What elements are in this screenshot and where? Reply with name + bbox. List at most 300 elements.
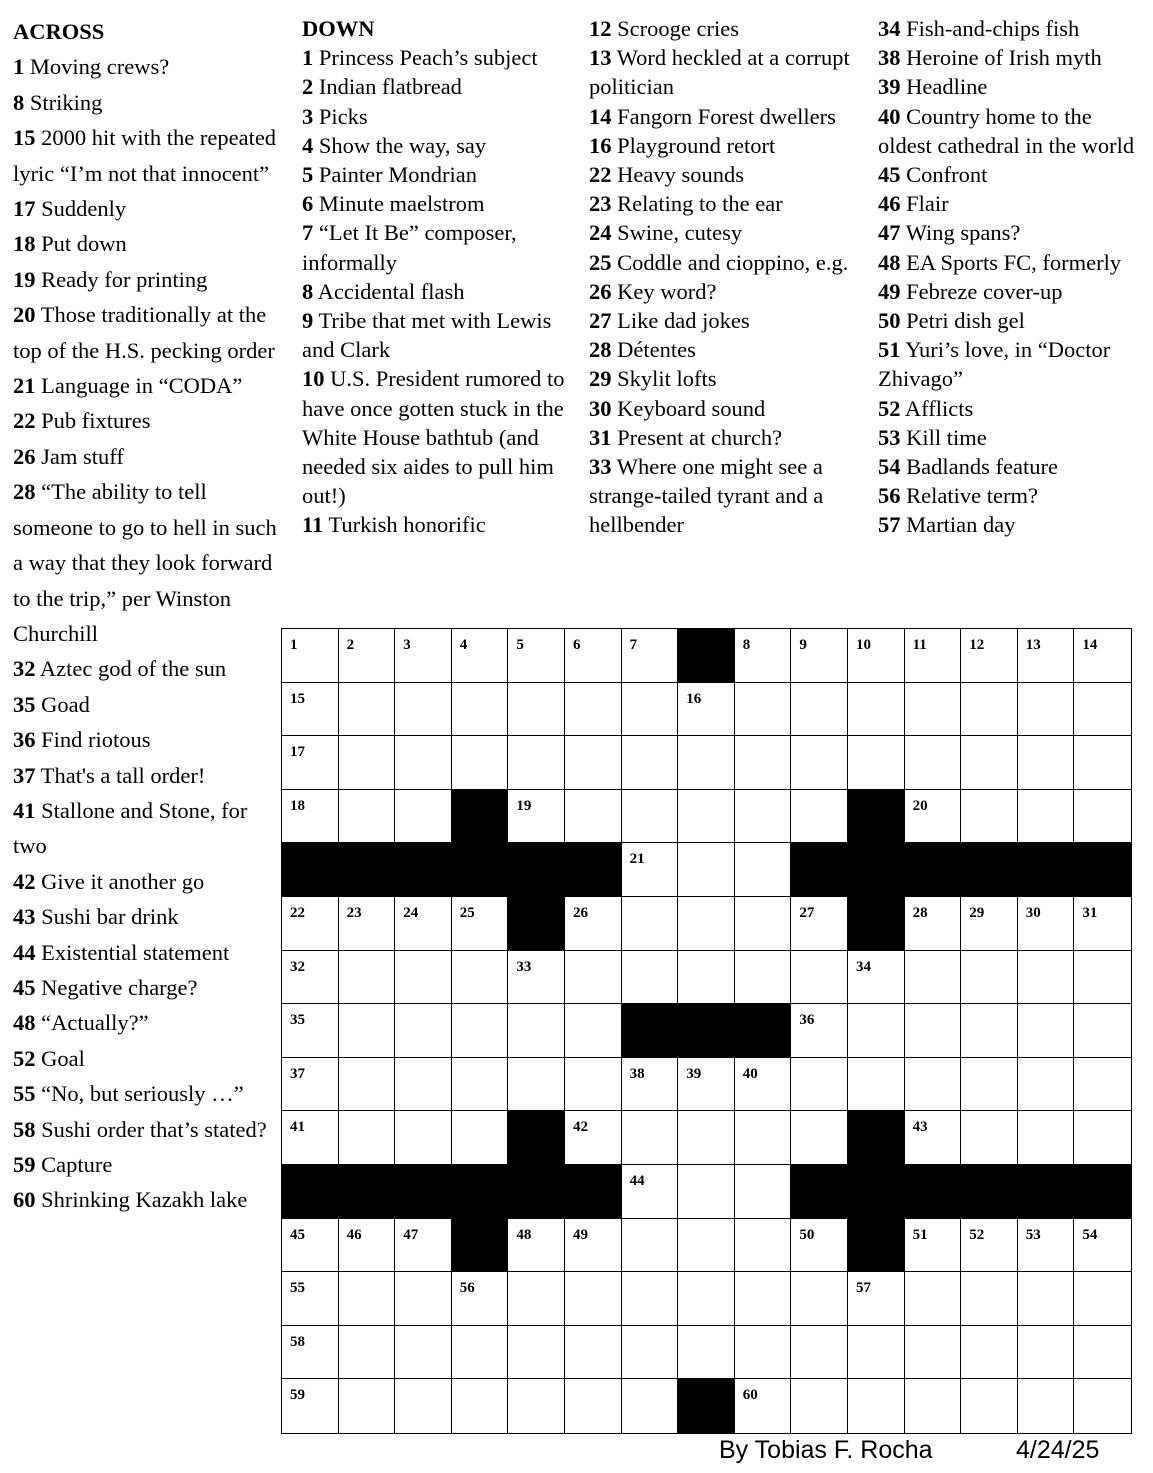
grid-cell[interactable] — [1018, 1272, 1075, 1326]
grid-cell[interactable] — [508, 790, 565, 844]
grid-cell[interactable] — [678, 1111, 735, 1165]
grid-cell[interactable] — [622, 1379, 679, 1433]
cell-number: 10 — [855, 637, 871, 653]
grid-cell[interactable] — [678, 1058, 735, 1112]
grid-cell[interactable] — [905, 1111, 962, 1165]
grid-cell[interactable] — [452, 1058, 509, 1112]
clue-number: 50 — [878, 308, 901, 334]
grid-cell[interactable] — [282, 1004, 339, 1058]
grid-cell[interactable] — [395, 1272, 452, 1326]
grid-cell[interactable] — [905, 683, 962, 737]
clue-text: Princess Peach’s subject — [318, 45, 538, 71]
clue-number: 35 — [13, 691, 36, 717]
grid-cell[interactable] — [452, 683, 509, 737]
grid-cell[interactable] — [282, 1379, 339, 1433]
grid-cell[interactable] — [395, 1326, 452, 1380]
grid-cell[interactable] — [791, 1111, 848, 1165]
byline: By Tobias F. Rocha — [719, 1436, 933, 1464]
clue-number: 25 — [589, 249, 612, 275]
clue-text: Scrooge cries — [617, 16, 739, 41]
grid-cell[interactable] — [565, 1058, 622, 1112]
grid-cell[interactable] — [1074, 1272, 1131, 1326]
grid-cell[interactable] — [282, 736, 339, 790]
cell-number: 52 — [969, 1226, 985, 1243]
grid-cell[interactable] — [508, 1058, 565, 1112]
clue-number: 18 — [13, 231, 36, 257]
clue-number: 54 — [878, 454, 901, 480]
grid-block — [678, 629, 735, 683]
grid-cell[interactable] — [961, 736, 1018, 790]
clue-number: 38 — [878, 45, 901, 71]
grid-cell[interactable] — [339, 1379, 396, 1433]
grid-cell[interactable] — [678, 1326, 735, 1380]
clue-number: 46 — [878, 191, 901, 217]
grid-cell[interactable] — [565, 683, 622, 737]
grid-cell[interactable] — [735, 790, 792, 844]
clue-number: 58 — [13, 1116, 36, 1142]
grid-cell[interactable] — [1074, 1058, 1131, 1112]
grid-cell[interactable] — [339, 1058, 396, 1112]
cell-number: 35 — [290, 1012, 305, 1029]
clue-text: Martian day — [906, 512, 1016, 538]
grid-cell[interactable] — [905, 629, 962, 683]
grid-block — [452, 843, 509, 897]
grid-cell[interactable] — [282, 1272, 339, 1326]
cell-number: 50 — [799, 1226, 815, 1243]
grid-cell[interactable] — [565, 1219, 622, 1273]
grid-cell[interactable] — [452, 736, 509, 790]
grid-cell[interactable] — [622, 1219, 679, 1273]
grid-block — [848, 1165, 905, 1219]
grid-cell[interactable] — [339, 736, 396, 790]
clue-text: Where one might see a strange-tailed tyrant and a hellbender — [589, 454, 824, 538]
clue-item — [302, 160, 577, 189]
grid-cell[interactable] — [678, 1219, 735, 1273]
grid-cell[interactable] — [961, 1219, 1018, 1273]
clue-text: Goal — [41, 1045, 85, 1071]
clue-number: 44 — [13, 939, 36, 965]
grid-cell[interactable] — [1018, 1111, 1075, 1165]
grid-cell[interactable] — [622, 843, 679, 897]
cell-number: 46 — [346, 1226, 362, 1243]
grid-cell[interactable] — [961, 1379, 1018, 1433]
grid-cell[interactable] — [508, 683, 565, 737]
grid-cell[interactable] — [565, 736, 622, 790]
clue-item — [878, 510, 1148, 539]
grid-cell[interactable] — [905, 1326, 962, 1380]
grid-cell[interactable] — [735, 843, 792, 897]
clue-text: Relative term? — [906, 483, 1038, 509]
clue-number: 33 — [589, 454, 612, 480]
grid-cell[interactable] — [1074, 736, 1131, 790]
cell-number: 25 — [459, 904, 475, 921]
clue-item — [13, 793, 281, 864]
grid-cell[interactable] — [452, 951, 509, 1005]
clue-number: 36 — [13, 727, 36, 753]
cell-number: 54 — [1082, 1226, 1098, 1243]
grid-cell[interactable] — [622, 897, 679, 951]
clue-number: 31 — [589, 424, 612, 450]
clue-text: Find riotous — [41, 727, 151, 753]
grid-cell[interactable] — [339, 629, 396, 683]
grid-cell[interactable] — [565, 1004, 622, 1058]
clue-text: EA Sports FC, formerly — [906, 249, 1122, 275]
grid-cell[interactable] — [565, 951, 622, 1005]
grid-cell[interactable] — [735, 1379, 792, 1433]
clue-number: 32 — [13, 656, 36, 682]
cell-number: 3 — [403, 637, 411, 653]
grid-cell[interactable] — [678, 843, 735, 897]
grid-cell[interactable] — [1074, 897, 1131, 951]
grid-cell[interactable] — [1018, 1326, 1075, 1380]
grid-cell[interactable] — [282, 1326, 339, 1380]
grid-cell[interactable] — [905, 951, 962, 1005]
clue-number: 45 — [13, 974, 36, 1000]
grid-cell[interactable] — [565, 790, 622, 844]
clue-item — [13, 864, 281, 899]
grid-cell[interactable] — [848, 951, 905, 1005]
grid-cell[interactable] — [508, 736, 565, 790]
grid-cell[interactable] — [735, 629, 792, 683]
grid-cell[interactable] — [395, 897, 452, 951]
clue-text: Fangorn Forest dwellers — [617, 103, 836, 129]
grid-cell[interactable] — [452, 1004, 509, 1058]
grid-cell[interactable] — [395, 1379, 452, 1433]
cell-number: 30 — [1025, 904, 1041, 921]
grid-cell[interactable] — [395, 1111, 452, 1165]
grid-cell[interactable] — [622, 951, 679, 1005]
grid-cell[interactable] — [1074, 629, 1131, 683]
clue-text: Kill time — [906, 424, 987, 450]
clue-item — [878, 43, 1148, 72]
grid-cell[interactable] — [339, 1326, 396, 1380]
grid-cell[interactable] — [622, 1111, 679, 1165]
clue-text: Word heckled at a corrupt politician — [589, 45, 850, 100]
grid-cell[interactable] — [791, 897, 848, 951]
grid-cell[interactable] — [678, 1165, 735, 1219]
clue-text: Stallone and Stone, for two — [13, 797, 248, 859]
grid-cell[interactable] — [339, 683, 396, 737]
grid-cell[interactable] — [961, 1058, 1018, 1112]
grid-cell[interactable] — [1074, 683, 1131, 737]
clue-item — [302, 189, 577, 218]
grid-block — [452, 790, 509, 844]
grid-cell[interactable] — [848, 683, 905, 737]
grid-cell[interactable] — [282, 629, 339, 683]
grid-cell[interactable] — [961, 1111, 1018, 1165]
grid-cell[interactable] — [508, 1004, 565, 1058]
cell-number: 34 — [855, 958, 871, 975]
cell-number: 29 — [969, 904, 985, 921]
grid-cell[interactable] — [735, 1272, 792, 1326]
grid-cell[interactable] — [678, 736, 735, 790]
grid-cell[interactable] — [1018, 790, 1075, 844]
cell-number: 14 — [1082, 637, 1098, 653]
cell-number: 60 — [742, 1387, 758, 1404]
cell-number: 53 — [1025, 1226, 1041, 1243]
grid-cell[interactable] — [282, 951, 339, 1005]
grid-cell[interactable] — [848, 1004, 905, 1058]
grid-cell[interactable] — [1074, 790, 1131, 844]
cell-number: 20 — [912, 797, 928, 814]
cell-number: 57 — [855, 1280, 871, 1297]
grid-cell[interactable] — [961, 951, 1018, 1005]
clue-number: 22 — [13, 408, 36, 434]
clue-text: Sushi order that’s stated? — [41, 1116, 267, 1142]
grid-cell[interactable] — [791, 1379, 848, 1433]
grid-cell[interactable] — [508, 1219, 565, 1273]
grid-block — [339, 843, 396, 897]
grid-cell[interactable] — [1018, 897, 1075, 951]
grid-cell[interactable] — [735, 683, 792, 737]
grid-cell[interactable] — [961, 683, 1018, 737]
grid-cell[interactable] — [905, 1004, 962, 1058]
grid-cell[interactable] — [452, 897, 509, 951]
grid-cell[interactable] — [848, 629, 905, 683]
grid-cell[interactable] — [848, 736, 905, 790]
grid-cell[interactable] — [1018, 683, 1075, 737]
grid-cell[interactable] — [848, 1326, 905, 1380]
cell-number: 16 — [686, 690, 702, 707]
clue-text: Wing spans? — [905, 220, 1021, 246]
clue-number: 19 — [13, 266, 36, 292]
grid-block — [905, 843, 962, 897]
grid-block — [508, 843, 565, 897]
grid-cell[interactable] — [508, 1326, 565, 1380]
grid-cell[interactable] — [622, 683, 679, 737]
across-clue-list — [13, 49, 281, 1217]
grid-cell[interactable] — [848, 1272, 905, 1326]
across-clues-column — [13, 14, 281, 1218]
clue-number: 30 — [589, 395, 612, 421]
grid-cell[interactable] — [339, 951, 396, 1005]
cell-number: 19 — [516, 797, 532, 814]
grid-cell[interactable] — [339, 897, 396, 951]
clue-item — [589, 14, 869, 43]
grid-cell[interactable] — [395, 790, 452, 844]
grid-cell[interactable] — [622, 1165, 679, 1219]
grid-cell[interactable] — [791, 1004, 848, 1058]
grid-cell[interactable] — [961, 629, 1018, 683]
grid-cell[interactable] — [508, 1379, 565, 1433]
grid-cell[interactable] — [791, 629, 848, 683]
grid-cell[interactable] — [1018, 1004, 1075, 1058]
grid-cell[interactable] — [678, 1272, 735, 1326]
clue-text: Aztec god of the sun — [39, 656, 227, 682]
grid-cell[interactable] — [1018, 1219, 1075, 1273]
grid-cell[interactable] — [395, 1219, 452, 1273]
grid-cell[interactable] — [622, 629, 679, 683]
clue-item — [13, 758, 281, 793]
grid-block — [848, 790, 905, 844]
grid-cell[interactable] — [961, 1004, 1018, 1058]
grid-block — [282, 1165, 339, 1219]
clue-item — [302, 72, 577, 101]
grid-cell[interactable] — [1074, 1219, 1131, 1273]
grid-cell[interactable] — [791, 1058, 848, 1112]
clue-item — [589, 189, 869, 218]
clue-item — [13, 85, 281, 120]
grid-cell[interactable] — [452, 1111, 509, 1165]
grid-cell[interactable] — [791, 1219, 848, 1273]
cell-number: 36 — [799, 1012, 815, 1029]
grid-cell[interactable] — [678, 683, 735, 737]
grid-cell[interactable] — [1074, 1326, 1131, 1380]
cell-number: 28 — [912, 904, 928, 921]
clue-number: 49 — [878, 278, 901, 304]
grid-cell[interactable] — [735, 1058, 792, 1112]
grid-cell[interactable] — [565, 1272, 622, 1326]
grid-cell[interactable] — [1074, 1111, 1131, 1165]
clue-item — [878, 452, 1148, 481]
grid-cell[interactable] — [565, 1326, 622, 1380]
clue-number: 12 — [589, 16, 612, 41]
grid-cell[interactable] — [508, 629, 565, 683]
grid-cell[interactable] — [339, 1272, 396, 1326]
grid-cell[interactable] — [678, 897, 735, 951]
grid-cell[interactable] — [395, 629, 452, 683]
grid-cell[interactable] — [735, 1111, 792, 1165]
grid-cell[interactable] — [565, 629, 622, 683]
grid-cell[interactable] — [282, 1219, 339, 1273]
grid-cell[interactable] — [735, 951, 792, 1005]
grid-cell[interactable] — [848, 1058, 905, 1112]
grid-cell[interactable] — [622, 1272, 679, 1326]
clue-number: 52 — [878, 395, 901, 421]
grid-cell[interactable] — [622, 736, 679, 790]
grid-cell[interactable] — [905, 1219, 962, 1273]
grid-cell[interactable] — [565, 897, 622, 951]
grid-cell[interactable] — [452, 629, 509, 683]
grid-cell[interactable] — [848, 1379, 905, 1433]
grid-cell[interactable] — [622, 790, 679, 844]
grid-cell[interactable] — [395, 1058, 452, 1112]
grid-cell[interactable] — [508, 951, 565, 1005]
grid-cell[interactable] — [565, 1111, 622, 1165]
grid-cell[interactable] — [961, 897, 1018, 951]
grid-cell[interactable] — [452, 1326, 509, 1380]
grid-cell[interactable] — [339, 790, 396, 844]
clue-number: 53 — [878, 424, 901, 450]
down-clue-list-2 — [589, 14, 869, 540]
grid-cell[interactable] — [395, 683, 452, 737]
grid-cell[interactable] — [1074, 1004, 1131, 1058]
clue-item — [13, 439, 281, 474]
cell-number: 33 — [516, 958, 532, 975]
grid-cell[interactable] — [905, 1379, 962, 1433]
clue-text: Put down — [41, 231, 127, 257]
clue-text: Détentes — [617, 337, 696, 363]
grid-cell[interactable] — [791, 951, 848, 1005]
grid-cell[interactable] — [1018, 629, 1075, 683]
grid-cell[interactable] — [565, 1379, 622, 1433]
cell-number: 2 — [346, 637, 355, 653]
clue-text: Fish-and-chips fish — [906, 16, 1080, 41]
clue-text: “No, but seriously …” — [41, 1081, 244, 1107]
clue-number: 6 — [302, 191, 314, 217]
clue-number: 51 — [878, 337, 901, 363]
grid-cell[interactable] — [791, 1326, 848, 1380]
clue-item — [13, 297, 281, 368]
cell-number: 1 — [290, 637, 298, 653]
clue-number: 10 — [302, 366, 325, 392]
clue-item — [13, 935, 281, 970]
cell-number: 37 — [290, 1065, 305, 1082]
grid-cell[interactable] — [735, 897, 792, 951]
grid-cell[interactable] — [1018, 951, 1075, 1005]
grid-cell[interactable] — [791, 790, 848, 844]
grid-cell[interactable] — [735, 1165, 792, 1219]
grid-cell[interactable] — [508, 1272, 565, 1326]
grid-cell[interactable] — [678, 790, 735, 844]
grid-cell[interactable] — [961, 790, 1018, 844]
grid-cell[interactable] — [1018, 1379, 1075, 1433]
grid-cell[interactable] — [622, 1326, 679, 1380]
grid-cell[interactable] — [622, 1058, 679, 1112]
grid-cell[interactable] — [961, 1326, 1018, 1380]
grid-cell[interactable] — [282, 897, 339, 951]
clue-item — [13, 1041, 281, 1076]
grid-cell[interactable] — [452, 1272, 509, 1326]
grid-cell[interactable] — [395, 736, 452, 790]
grid-cell[interactable] — [282, 683, 339, 737]
grid-cell[interactable] — [1074, 951, 1131, 1005]
clue-item — [13, 1112, 281, 1147]
clue-item — [589, 452, 869, 540]
grid-cell[interactable] — [791, 736, 848, 790]
grid-cell[interactable] — [905, 897, 962, 951]
grid-cell[interactable] — [905, 790, 962, 844]
grid-cell[interactable] — [791, 683, 848, 737]
grid-cell[interactable] — [791, 1272, 848, 1326]
cell-number: 21 — [629, 851, 645, 868]
grid-block — [565, 1165, 622, 1219]
grid-cell[interactable] — [735, 736, 792, 790]
grid-cell[interactable] — [905, 736, 962, 790]
grid-cell[interactable] — [678, 951, 735, 1005]
grid-cell[interactable] — [961, 1272, 1018, 1326]
grid-block — [791, 843, 848, 897]
clue-item — [13, 226, 281, 261]
grid-cell[interactable] — [735, 1326, 792, 1380]
clue-item — [589, 394, 869, 423]
grid-cell[interactable] — [1018, 1058, 1075, 1112]
grid-cell[interactable] — [282, 1111, 339, 1165]
grid-block — [622, 1004, 679, 1058]
clue-item — [13, 899, 281, 934]
clue-item — [13, 120, 281, 191]
puzzle-date: 4/24/25 — [1016, 1436, 1100, 1464]
grid-cell[interactable] — [905, 1058, 962, 1112]
grid-cell[interactable] — [282, 1058, 339, 1112]
grid-cell[interactable] — [339, 1004, 396, 1058]
grid-cell[interactable] — [735, 1219, 792, 1273]
clue-number: 57 — [878, 512, 901, 538]
cell-number: 8 — [742, 637, 751, 653]
grid-cell[interactable] — [1018, 736, 1075, 790]
grid-cell[interactable] — [452, 1379, 509, 1433]
grid-cell[interactable] — [395, 1004, 452, 1058]
grid-cell[interactable] — [1074, 1379, 1131, 1433]
grid-cell[interactable] — [905, 1272, 962, 1326]
clue-number: 1 — [13, 54, 25, 80]
grid-cell[interactable] — [339, 1219, 396, 1273]
grid-block — [508, 1165, 565, 1219]
grid-cell[interactable] — [282, 790, 339, 844]
grid-cell[interactable] — [395, 951, 452, 1005]
down-clues-column-2 — [589, 14, 869, 540]
grid-cell[interactable] — [339, 1111, 396, 1165]
